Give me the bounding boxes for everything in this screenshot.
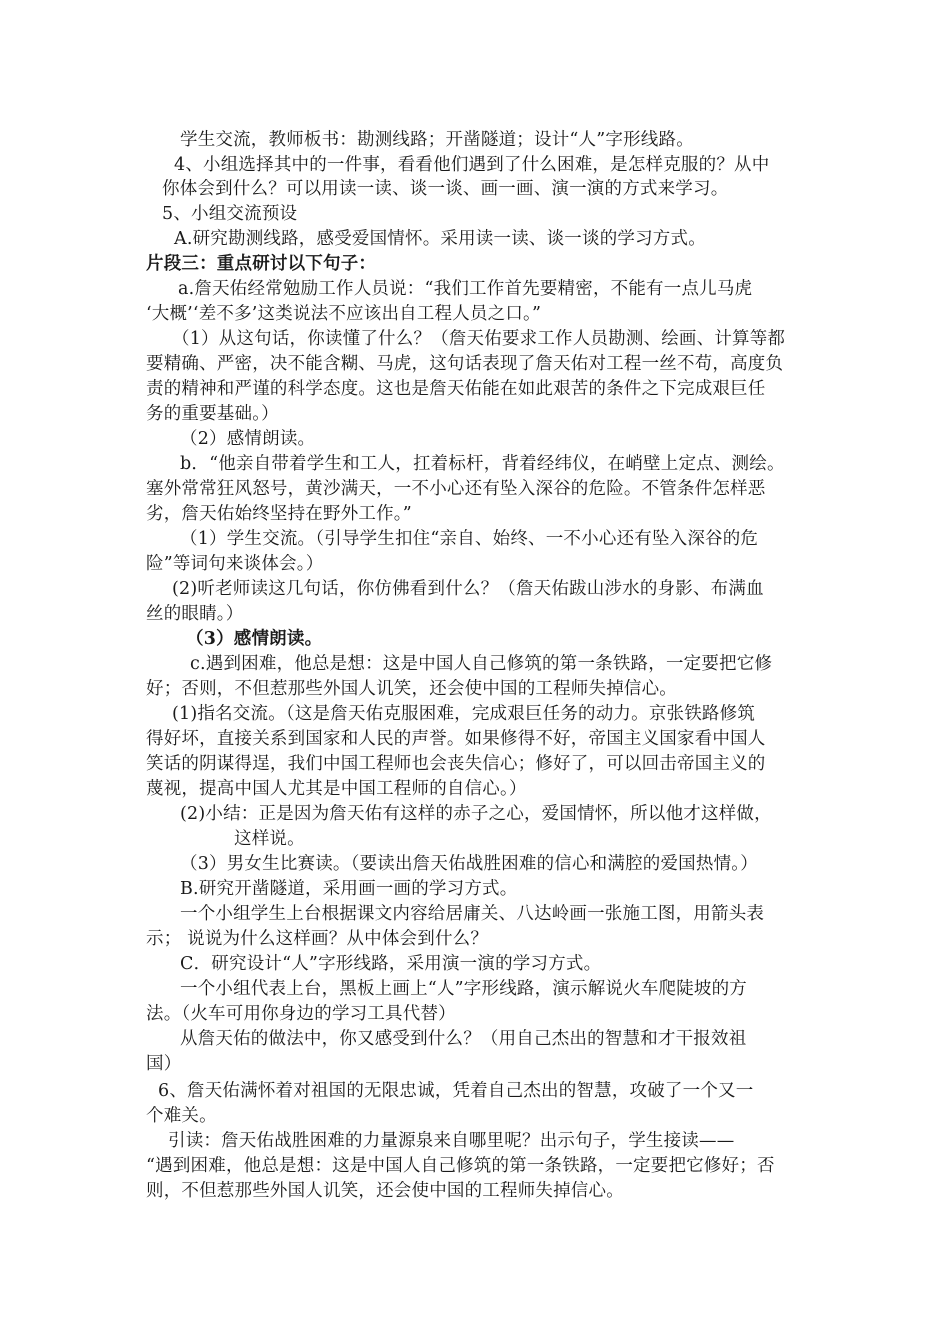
text-line: 则，不但惹那些外国人讥笑，还会使中国的工程师失掉信心。 [146, 1181, 624, 1201]
text-line: 劣，詹天佑始终坚持在野外工作。” [146, 504, 412, 524]
text-line: 学生交流，教师板书：勘测线路；开凿隧道；设计“人”字形线路。 [180, 130, 694, 150]
text-line: B.研究开凿隧道，采用画一画的学习方式。 [180, 879, 518, 899]
text-line: b．“他亲自带着学生和工人，扛着标杆，背着经纬仪，在峭壁上定点、测绘。 [180, 454, 785, 474]
text-line: （1）学生交流。（引导学生扣住“亲自、始终、一不小心还有坠入深谷的危 [180, 529, 759, 549]
text-line: 引读：詹天佑战胜困难的力量源泉来自哪里呢？出示句子，学生接读—— [168, 1131, 735, 1151]
text-line: a.詹天佑经常勉励工作人员说：“我们工作首先要精密，不能有一点儿马虎 [178, 279, 753, 299]
text-line: 这样说。 [234, 829, 305, 849]
text-line: A.研究勘测线路，感受爱国情怀。采用读一读、谈一谈的学习方式。 [174, 229, 706, 249]
text-line: 一个小组学生上台根据课文内容给居庸关、八达岭画一张施工图，用箭头表 [180, 904, 765, 924]
text-line: 示； 说说为什么这样画？从中体会到什么？ [146, 929, 489, 949]
text-line: 好；否则，不但惹那些外国人讥笑，还会使中国的工程师失掉信心。 [146, 679, 677, 699]
text-line: (2)听老师读这几句话，你仿佛看到什么？（詹天佑跋山涉水的身影、布满血 [172, 579, 764, 599]
text-line: 蔑视，提高中国人尤其是中国工程师的自信心。） [146, 779, 527, 799]
text-line: 险”等词句来谈体会。） [146, 554, 324, 574]
text-line: 丝的眼睛。） [146, 604, 244, 624]
text-line: c.遇到困难，他总是想：这是中国人自己修筑的第一条铁路，一定要把它修 [190, 654, 773, 674]
text-line: 5、小组交流预设 [162, 204, 298, 224]
text-line: （1）从这句话，你读懂了什么？（詹天佑要求工作人员勘测、绘画、计算等都 [172, 329, 786, 349]
text-line: 要精确、严密，决不能含糊、马虎，这句话表现了詹天佑对工程一丝不苟，高度负 [146, 354, 784, 374]
text-line: 个难关。 [146, 1106, 217, 1126]
text-line: 务的重要基础。） [146, 404, 279, 424]
text-line: 笑话的阴谋得逞，我们中国工程师也会丧失信心；修好了，可以回击帝国主义的 [146, 754, 766, 774]
text-line: 国） [146, 1054, 182, 1074]
text-line: 6、詹天佑满怀着对祖国的无限忠诚，凭着自己杰出的智慧，攻破了一个又一 [158, 1081, 754, 1101]
text-line: 你体会到什么？可以用读一读、谈一谈、画一画、演一演的方式来学习。 [162, 179, 729, 199]
text-line: 塞外常常狂风怒号，黄沙满天，一不小心还有坠入深谷的危险。不管条件怎样恶 [146, 479, 766, 499]
text-line: 从詹天佑的做法中，你又感受到什么？（用自己杰出的智慧和才干报效祖 [180, 1029, 747, 1049]
text-line: （3）男女生比赛读。（要读出詹天佑战胜困难的信心和满腔的爱国热情。） [180, 854, 758, 874]
text-line: C．研究设计“人”字形线路，采用演一演的学习方式。 [180, 954, 602, 974]
text-line: 4、小组选择其中的一件事，看看他们遇到了什么困难，是怎样克服的？从中 [174, 155, 770, 175]
text-line: 责的精神和严谨的科学态度。这也是詹天佑能在如此艰苦的条件之下完成艰巨任 [146, 379, 766, 399]
section-heading: 片段三：重点研讨以下句子： [146, 254, 377, 274]
text-line: (1)指名交流。（这是詹天佑克服困难，完成艰巨任务的动力。京张铁路修筑 [172, 704, 756, 724]
text-line: 一个小组代表上台，黑板上画上“人”字形线路，演示解说火车爬陡坡的方 [180, 979, 747, 999]
text-line: （3）感情朗读。 [186, 629, 323, 649]
text-line: （2）感情朗读。 [180, 429, 316, 449]
text-line: 法。（火车可用你身边的学习工具代替） [146, 1004, 456, 1024]
text-line: “遇到困难，他总是想：这是中国人自己修筑的第一条铁路，一定要把它修好；否 [146, 1156, 775, 1176]
text-line: 得好坏，直接关系到国家和人民的声誉。如果修得不好，帝国主义国家看中国人 [146, 729, 766, 749]
text-line: ‘大概’‘差不多’这类说法不应该出自工程人员之口。” [146, 304, 542, 324]
text-line: (2)小结：正是因为詹天佑有这样的赤子之心，爱国情怀，所以他才这样做， [180, 804, 772, 824]
